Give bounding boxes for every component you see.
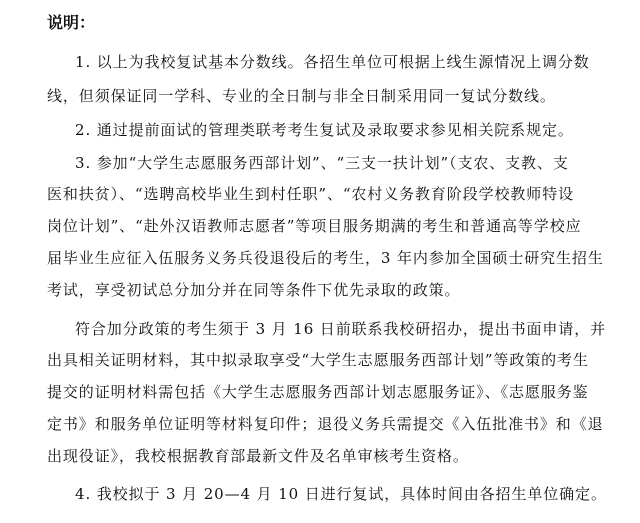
section-heading: 说明： — [47, 13, 96, 32]
paragraph-1-line-1: 1. 以上为我校复试基本分数线。各招生单位可根据上线生源情况上调分数 — [75, 53, 590, 71]
paragraph-4-line-5: 出现役证》，我校根据教育部最新文件及名单审核考生资格。 — [47, 447, 469, 465]
paragraph-4-line-4: 定书》和服务单位证明等材料复印件；退役义务兵需提交《入伍批准书》和《退 — [47, 415, 604, 433]
paragraph-3-line-1: 3. 参加“大学生志愿服务西部计划”、“三支一扶计划”（支农、支教、支 — [75, 154, 569, 172]
paragraph-4-line-2: 出具相关证明材料，其中拟录取享受“大学生志愿服务西部计划”等政策的考生 — [47, 351, 589, 369]
paragraph-5-line-1: 4. 我校拟于 3 月 20—4 月 10 日进行复试，具体时间由各招生单位确定。 — [75, 485, 607, 503]
paragraph-3-line-4: 届毕业生应征入伍服务义务兵役退役后的考生，3 年内参加全国硕士研究生招生 — [47, 249, 604, 267]
paragraph-3-line-5: 考试，享受初试总分加分并在同等条件下优先录取的政策。 — [47, 281, 461, 299]
paragraph-1-line-2: 线，但须保证同一学科、专业的全日制与非全日制采用同一复试分数线。 — [47, 87, 556, 105]
paragraph-3-line-3: 岗位计划”、“赴外汉语教师志愿者”等项目服务期满的考生和普通高等学校应 — [47, 217, 582, 235]
paragraph-2-line-1: 2. 通过提前面试的管理类联考考生复试及录取要求参见相关院系规定。 — [75, 121, 574, 139]
paragraph-4-line-1: 符合加分政策的考生须于 3 月 16 日前联系我校研招办，提出书面申请，并 — [75, 320, 607, 338]
paragraph-3-line-2: 医和扶贫）、“选聘高校毕业生到村任职”、“农村义务教育阶段学校教师特设 — [47, 185, 575, 203]
paragraph-4-line-3: 提交的证明材料需包括《大学生志愿服务西部计划志愿服务证》、《志愿服务鉴 — [47, 383, 589, 401]
